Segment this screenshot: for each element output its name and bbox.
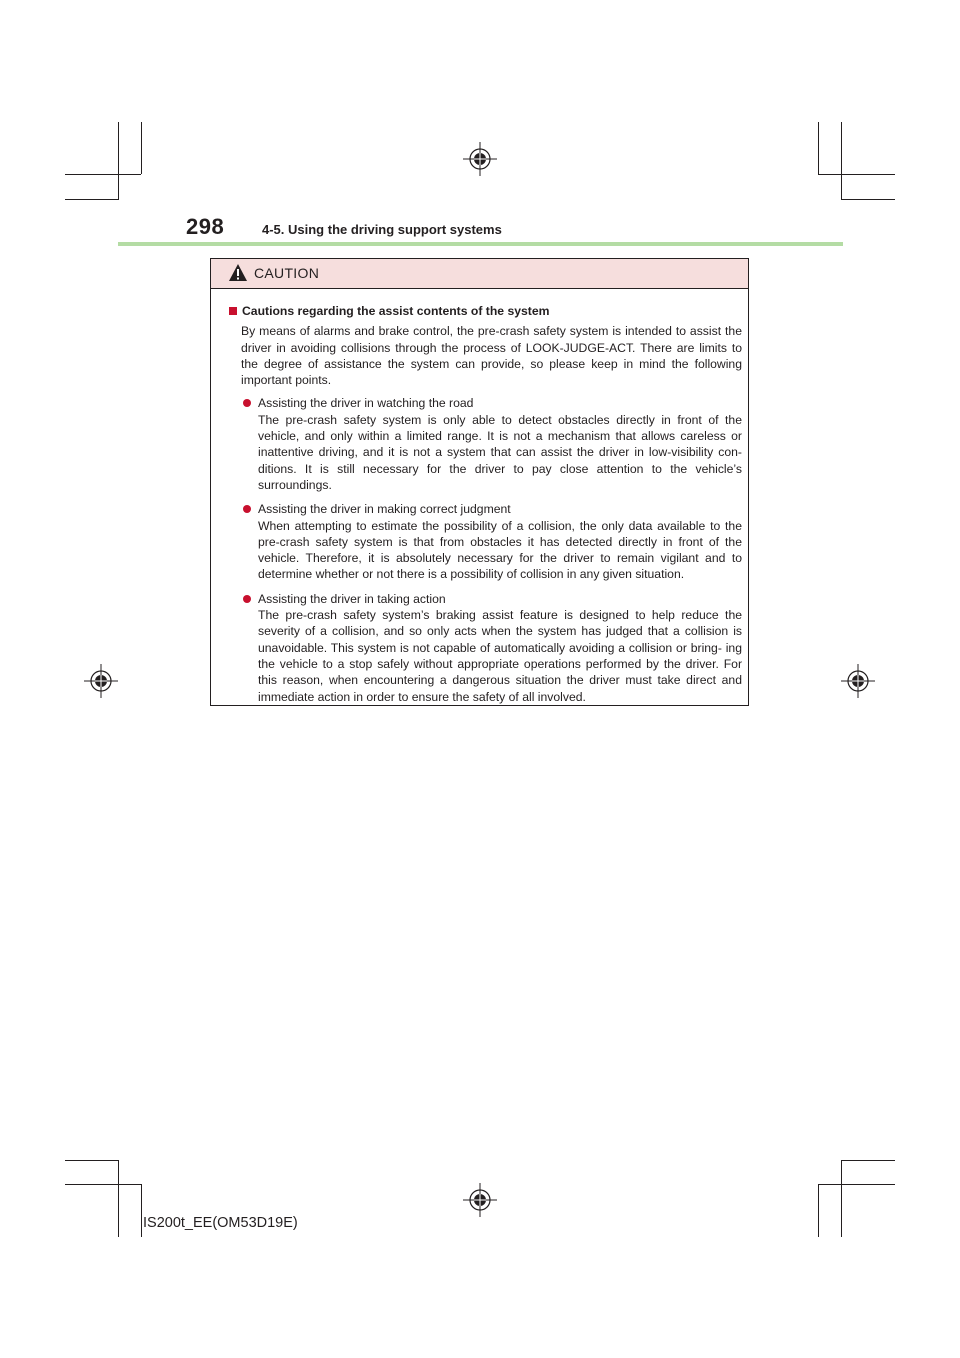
point-title: Assisting the driver in watching the road <box>258 396 474 411</box>
point-title: Assisting the driver in taking action <box>258 591 446 606</box>
caution-point <box>243 591 742 705</box>
point-body: The pre-crash safety system’s braking assist feature is designed to help reduce the severity of a collision, and so only acts when the system has judged that a collision is unavoidable. This system is not capable of automatically avoiding a collision or bring- ing the vehicle to a stop safely without appropriate operations performed by the driver. For this reason, when encountering a dangerous situation the driver must take direct and immediate action in order to ensure the safety of all involved. <box>258 608 742 704</box>
crop-mark-line <box>118 122 119 199</box>
caution-heading: Cautions regarding the assist contents of the system <box>242 304 550 318</box>
point-content <box>258 501 742 582</box>
caution-heading-row <box>229 303 742 319</box>
crop-mark-line <box>118 1160 119 1237</box>
crop-mark-line <box>841 1160 895 1161</box>
crop-mark-line <box>65 1184 142 1185</box>
round-bullet-icon <box>243 505 251 513</box>
point-content <box>258 395 742 493</box>
registration-crosshair-icon <box>463 1183 497 1217</box>
point-content <box>258 591 742 705</box>
square-bullet-icon <box>229 307 237 315</box>
crop-mark-line <box>818 1184 895 1185</box>
round-bullet-icon <box>243 595 251 603</box>
page-number: 298 <box>186 214 225 239</box>
caution-header <box>211 259 748 289</box>
crop-mark-line <box>818 174 895 175</box>
warning-triangle-icon <box>228 263 248 282</box>
header-divider <box>118 242 843 246</box>
crop-mark-line <box>841 199 895 200</box>
section-title: 4-5. Using the driving support systems <box>262 222 502 237</box>
caution-label: CAUTION <box>254 265 320 281</box>
point-body: When attempting to estimate the possibility of a collision, the only data available to the pre-crash safety system is that from obstacles it has detected directly in front of the vehicle. Therefore, it is absolutely necessary for the driver to remain vigilant and to determine whether or not there is a possibility of collision in any given situation. <box>258 518 742 582</box>
crop-mark-line <box>65 199 119 200</box>
caution-intro: By means of alarms and brake control, the pre-crash safety system is intended to assist the driver in avoiding collisions through the process of LOOK-JUDGE-ACT. There are limits to the degree of assistance the system can provide, so please keep in mind the following important points. <box>241 324 742 388</box>
caution-box <box>210 258 749 706</box>
caution-point <box>243 501 742 582</box>
footer-model-code: IS200t_EE(OM53D19E) <box>143 1215 298 1231</box>
registration-crosshair-icon <box>463 142 497 176</box>
registration-crosshair-icon <box>84 664 118 698</box>
crop-mark-line <box>65 174 141 175</box>
crop-mark-line <box>65 1160 119 1161</box>
registration-crosshair-icon <box>841 664 875 698</box>
point-body: The pre-crash safety system is only able to detect obstacles directly in front of the vehicle, and only within a limited range. It is not a mechanism that allows careless or inattentive driving, and it is not a system that can assist the driver in low-visibility con- ditions. It is still necessary for the driver to pay close attention to the vehicle’s surroundings. <box>258 412 742 492</box>
crop-mark-line <box>141 1184 142 1237</box>
crop-mark-line <box>841 122 842 199</box>
point-title: Assisting the driver in making correct judgment <box>258 502 511 517</box>
crop-mark-line <box>841 1160 842 1237</box>
crop-mark-line <box>818 1184 819 1237</box>
crop-mark-line <box>818 122 819 174</box>
caution-body <box>211 289 748 705</box>
caution-point <box>243 395 742 493</box>
round-bullet-icon <box>243 399 251 407</box>
crop-mark-line <box>141 122 142 174</box>
